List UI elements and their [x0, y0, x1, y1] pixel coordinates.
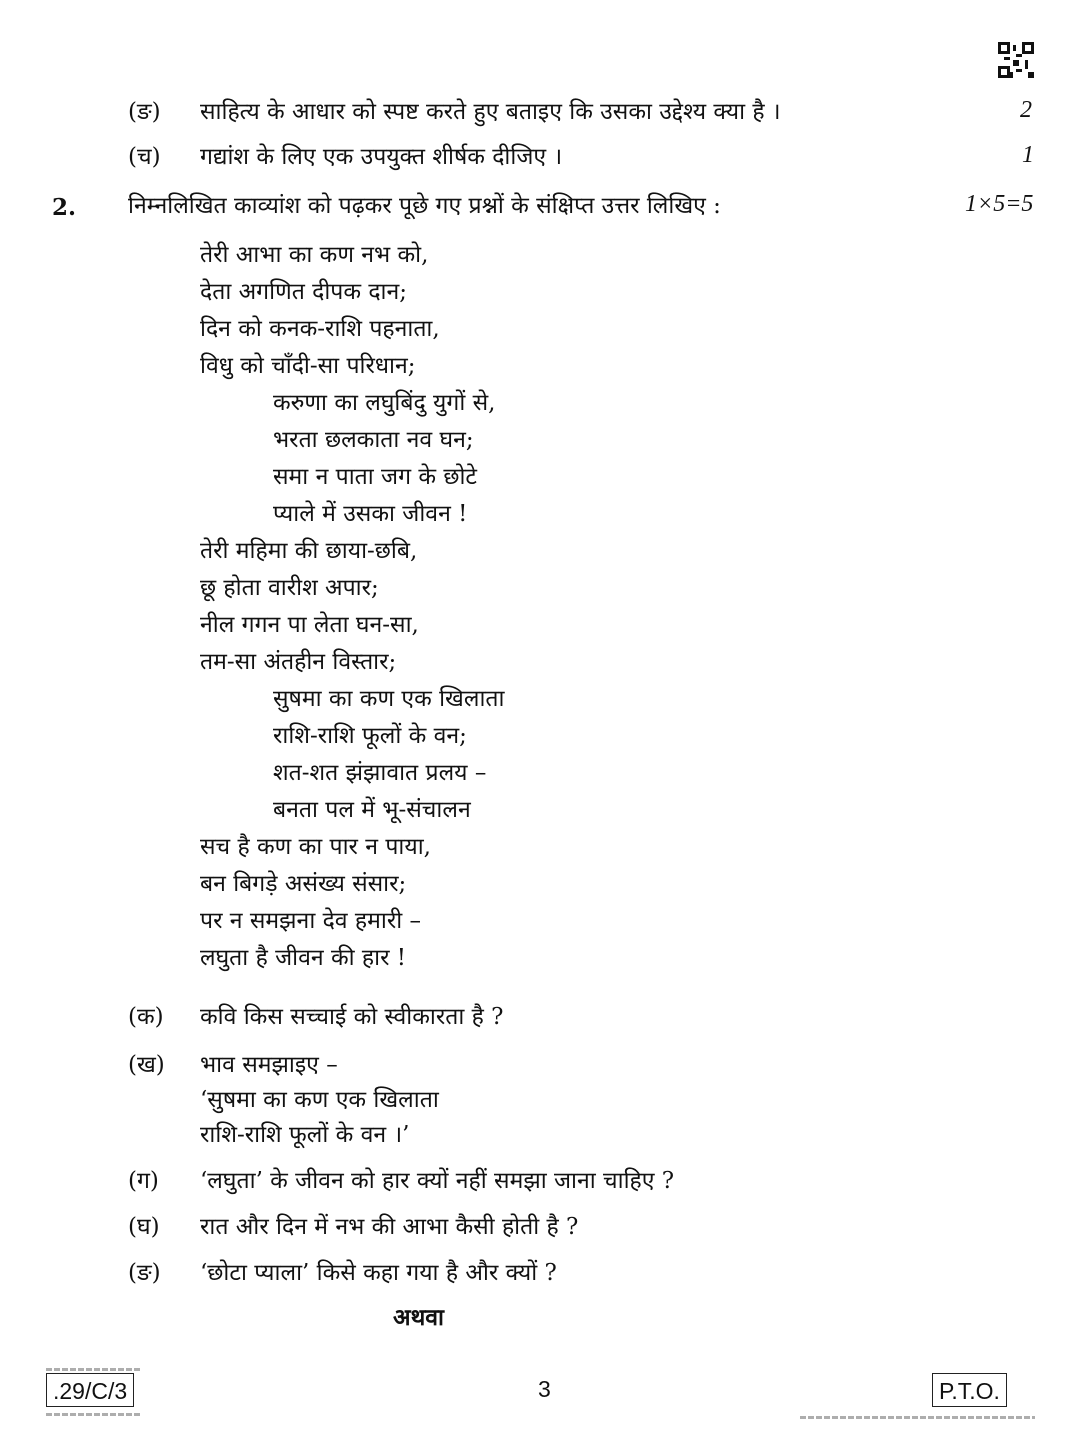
sub-question-text: कवि किस सच्चाई को स्वीकारता है ? — [200, 1004, 504, 1030]
poem-line: दिन को कनक-राशि पहनाता, — [200, 316, 440, 342]
micro-text-decoration — [46, 1368, 142, 1371]
page-number: 3 — [538, 1376, 551, 1402]
pto-box: P.T.O. — [932, 1373, 1007, 1407]
poem-line: करुणा का लघुबिंदु युगों से, — [273, 390, 496, 416]
sub-question-label: (ख) — [128, 1052, 165, 1078]
marks: 1 — [1022, 142, 1034, 168]
poem-line: तेरी महिमा की छाया-छबि, — [200, 538, 418, 564]
q1-sub-label: (च) — [128, 144, 161, 170]
micro-text-decoration — [46, 1413, 142, 1416]
sub-question-label: (ङ) — [128, 1260, 161, 1286]
q1-sub-text: गद्यांश के लिए एक उपयुक्त शीर्षक दीजिए । — [200, 144, 563, 170]
or-heading: अथवा — [393, 1304, 445, 1331]
marks: 1×5=5 — [965, 191, 1034, 217]
poem-line: बनता पल में भू-संचालन — [273, 797, 471, 823]
poem-line: पर न समझना देव हमारी – — [200, 908, 421, 934]
question-instruction: निम्नलिखित काव्यांश को पढ़कर पूछे गए प्रश्नों के संक्षिप्त उत्तर लिखिए : — [128, 193, 721, 219]
q1-sub-text: साहित्य के आधार को स्पष्ट करते हुए बताइए कि उसका उद्देश्य क्या है । — [200, 99, 781, 125]
micro-text-decoration — [800, 1416, 1035, 1419]
poem-line: छू होता वारीश अपार; — [200, 575, 379, 601]
paper-code: .29/C/3 — [46, 1373, 134, 1407]
sub-question-quote: राशि-राशि फूलों के वन ।’ — [200, 1122, 410, 1148]
q1-sub-label: (ङ) — [128, 99, 161, 125]
poem-line: बन बिगड़े असंख्य संसार; — [200, 871, 407, 897]
sub-question-text: ‘छोटा प्याला’ किसे कहा गया है और क्यों ? — [200, 1260, 557, 1286]
poem-line: विधु को चाँदी-सा परिधान; — [200, 353, 416, 379]
poem-line: भरता छलकाता नव घन; — [273, 427, 474, 453]
poem-line: नील गगन पा लेता घन-सा, — [200, 612, 419, 638]
poem-line: लघुता है जीवन की हार ! — [200, 945, 407, 971]
poem-line: तेरी आभा का कण नभ को, — [200, 242, 429, 268]
marks: 2 — [1020, 97, 1032, 123]
poem-line: समा न पाता जग के छोटे — [273, 464, 478, 490]
sub-question-text: ‘लघुता’ के जीवन को हार क्यों नहीं समझा जाना चाहिए ? — [200, 1168, 675, 1194]
poem-line: सुषमा का कण एक खिलाता — [273, 686, 505, 712]
poem-line: प्याले में उसका जीवन ! — [273, 501, 468, 527]
sub-question-text: रात और दिन में नभ की आभा कैसी होती है ? — [200, 1214, 579, 1240]
question-number: 2. — [52, 194, 77, 221]
sub-question-label: (घ) — [128, 1214, 160, 1240]
sub-question-text: भाव समझाइए – — [200, 1052, 338, 1078]
sub-question-label: (ग) — [128, 1168, 159, 1194]
poem-line: राशि-राशि फूलों के वन; — [273, 723, 467, 749]
poem-line: शत-शत झंझावात प्रलय – — [273, 760, 487, 786]
sub-question-quote: ‘सुषमा का कण एक खिलाता — [200, 1087, 439, 1113]
qr-code-icon — [998, 42, 1034, 78]
poem-line: तम-सा अंतहीन विस्तार; — [200, 649, 397, 675]
poem-line: सच है कण का पार न पाया, — [200, 834, 431, 860]
sub-question-label: (क) — [128, 1004, 164, 1030]
poem-line: देता अगणित दीपक दान; — [200, 279, 408, 305]
